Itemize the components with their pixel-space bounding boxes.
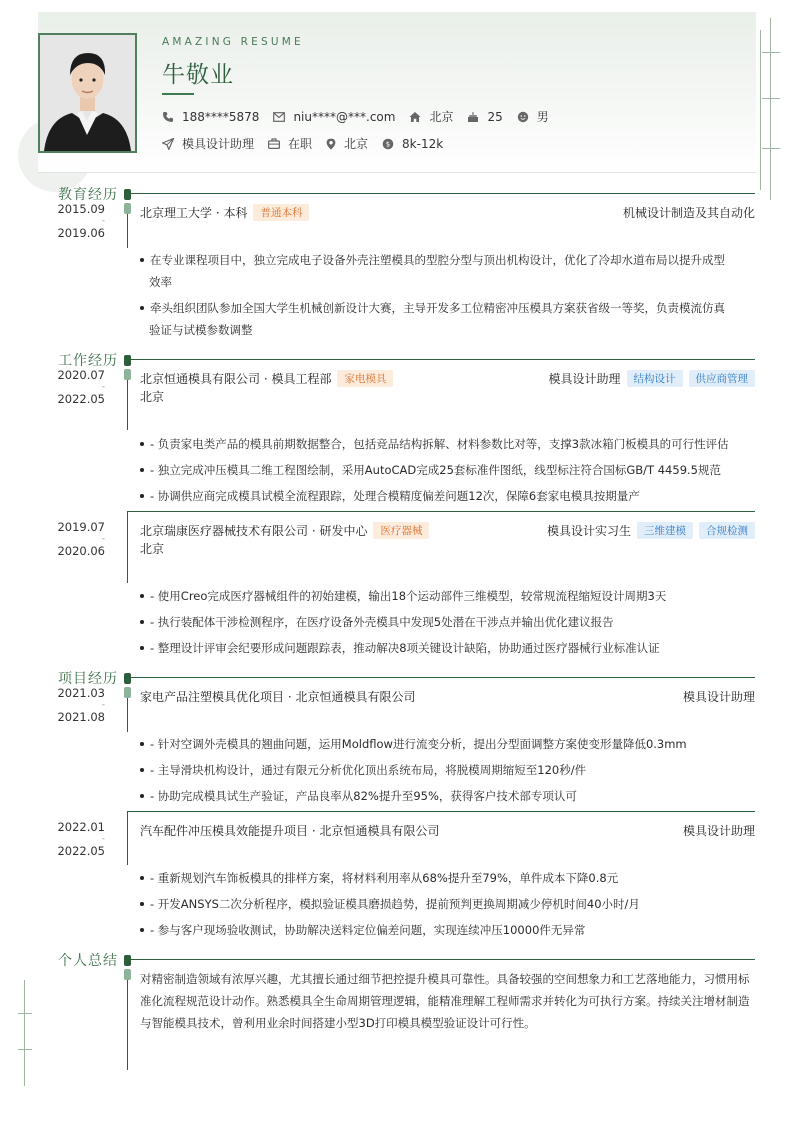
date-separator: -: [101, 382, 105, 392]
bullet-icon: [140, 594, 144, 598]
face-icon: [517, 111, 529, 123]
contact-row: [162, 108, 563, 125]
date-end: 2020.06: [57, 544, 105, 558]
entry-marker: [124, 203, 131, 214]
date-separator: -: [101, 700, 105, 710]
list-item: - 主导滑块机构设计，通过有限元分析优化顶出系统布局，将脱模周期缩短至120秒/件: [140, 759, 752, 781]
entry-marker: [124, 369, 131, 380]
resume-eyebrow: AMAZING RESUME: [162, 36, 304, 48]
date-end: 2021.08: [57, 710, 105, 724]
list-item: - 整理设计评审会纪要形成问题跟踪表，推动解决8项关键设计缺陷，协助通过医疗器械行业标准认证: [140, 637, 752, 659]
phone-icon: [162, 111, 174, 123]
bullet-icon: [140, 646, 144, 650]
target-text: 模具设计助理: [182, 137, 255, 151]
project-name: 汽车配件冲压模具效能提升项目 · 北京恒通模具有限公司: [140, 824, 440, 838]
phone-text: 188****5878: [182, 109, 260, 124]
date-start: 2015.09: [57, 202, 105, 216]
role-name: 模具设计实习生: [546, 524, 631, 538]
timeline-line: [127, 811, 128, 865]
age-text: 25: [487, 109, 503, 124]
skill-tag: 三维建模: [637, 522, 693, 539]
company-name: 北京瑞康医疗器械技术有限公司 · 研发中心: [140, 524, 368, 538]
mail-icon: [273, 112, 285, 122]
list-item: - 独立完成冲压模具二维工程图绘制，采用AutoCAD完成25套标准件图纸，线型标注符合国标GB/T 4459.5规范: [140, 459, 752, 481]
work-location: 北京: [140, 390, 165, 404]
entry-marker: [124, 687, 131, 698]
section-marker: [124, 673, 131, 684]
list-item: - 重新规划汽车饰板模具的排样方案，将材料利用率从68%提升至79%，单件成本下降0.8元: [140, 867, 752, 889]
target-info: [162, 135, 254, 152]
decorative-tick: [762, 148, 780, 149]
entry-rule: [127, 811, 755, 812]
date-separator: -: [101, 216, 105, 226]
skill-tag: 供应商管理: [689, 370, 756, 387]
section-title-projects: 项目经历: [58, 671, 118, 687]
bullet-icon: [140, 928, 144, 932]
project-name: 家电产品注塑模具优化项目 · 北京恒通模具有限公司: [140, 690, 416, 704]
email-info: [273, 110, 395, 124]
degree-tag: 普通本科: [253, 204, 309, 221]
coin-icon: [382, 138, 394, 150]
section-rule: [131, 193, 755, 194]
education-school: [140, 204, 309, 221]
svg-text:$: $: [385, 140, 391, 149]
decorative-line: [770, 18, 771, 200]
decorative-tick: [762, 52, 780, 53]
company-name: 北京恒通模具有限公司 · 模具工程部: [140, 372, 332, 386]
decorative-tick: [18, 1049, 32, 1050]
bullet-icon: [140, 794, 144, 798]
industry-tag: 家电模具: [337, 370, 393, 387]
entry-marker: [124, 969, 131, 980]
work-role: [548, 370, 755, 387]
city-text: 北京: [344, 137, 369, 151]
list-item: - 使用Creo完成医疗器械组件的初始建模，输出18个运动部件三维模型，较常规流程缩短设计周期3天: [140, 585, 752, 607]
section-marker: [124, 355, 131, 366]
section-rule: [131, 959, 755, 960]
bullet-icon: [140, 742, 144, 746]
timeline-line: [127, 214, 128, 248]
list-item: - 针对空调外壳模具的翘曲问题，运用Moldflow进行流变分析，提出分型面调整方案使变形量降低0.3mm: [140, 733, 752, 755]
salary-info: [382, 137, 443, 151]
date-separator: -: [101, 534, 105, 544]
candidate-name: 牛敬业: [162, 62, 234, 88]
list-item-continuation: 效率: [149, 275, 172, 289]
industry-tag: 医疗器械: [373, 522, 429, 539]
decorative-tick: [18, 1013, 32, 1014]
bullet-icon: [140, 442, 144, 446]
list-item: 牵头组织团队参加全国大学生机械创新设计大赛，主导开发多工位精密冲压模具方案获省级一等奖，负责模流仿真: [140, 297, 752, 319]
skill-tag: 合规检测: [699, 522, 755, 539]
name-underline: [162, 93, 194, 95]
work-company: [140, 370, 393, 387]
summary-text: 对精密制造领域有浓厚兴趣，尤其擅长通过细节把控提升模具可靠性。具备较强的空间想象力和工艺落地能力，习惯用标准化流程规范设计动作。熟悉模具全生命周期管理逻辑，能精准理解工程师需求并转化为可执行方案。持续关注增材制造与智能模具技术，曾利用业余时间搭建小型3D打印模具模型验证设计可行性。: [140, 972, 750, 1030]
bullet-icon: [140, 768, 144, 772]
phone-info: [162, 110, 259, 124]
project-role: 模具设计助理: [682, 824, 755, 838]
city-info: [326, 135, 368, 152]
bullet-icon: [140, 620, 144, 624]
skill-tag: 结构设计: [627, 370, 683, 387]
list-item: - 参与客户现场验收测试，协助解决送料定位偏差问题，实现连续冲压10000件无异常: [140, 919, 752, 941]
location-pin-icon: [326, 138, 336, 150]
section-title-work: 工作经历: [58, 353, 118, 369]
date-start: 2021.03: [57, 686, 105, 700]
home-text: 北京: [429, 110, 454, 124]
bullet-icon: [140, 902, 144, 906]
decorative-line: [760, 30, 761, 190]
bullet-icon: [140, 306, 144, 310]
section-marker: [124, 189, 131, 200]
school-name: 北京理工大学 · 本科: [140, 206, 248, 220]
date-start: 2019.07: [57, 520, 105, 534]
work-company: [140, 522, 429, 539]
bullet-icon: [140, 468, 144, 472]
date-end: 2019.06: [57, 226, 105, 240]
work-role: [547, 522, 755, 539]
section-marker: [124, 955, 131, 966]
timeline-line: [127, 511, 128, 583]
entry-rule: [127, 511, 755, 512]
age-info: [467, 110, 502, 124]
project-role: 模具设计助理: [682, 690, 755, 704]
date-end: 2022.05: [57, 392, 105, 406]
header-divider: [38, 172, 756, 173]
section-title-education: 教育经历: [58, 187, 118, 203]
home-info: [409, 108, 453, 125]
profile-photo: [38, 33, 137, 153]
decorative-line: [24, 980, 25, 1086]
date-end: 2022.05: [57, 844, 105, 858]
list-item-continuation: 验证与试模参数调整: [149, 323, 253, 337]
email-text: niu****@***.com: [293, 109, 396, 124]
decorative-tick: [762, 98, 780, 99]
timeline-line: [127, 380, 128, 430]
section-title-summary: 个人总结: [58, 953, 118, 969]
bullet-icon: [140, 494, 144, 498]
role-name: 模具设计助理: [548, 372, 621, 386]
home-icon: [409, 111, 421, 123]
timeline-line: [127, 980, 128, 1070]
gender-info: [517, 108, 549, 125]
date-start: 2022.01: [57, 820, 105, 834]
education-major: 机械设计制造及其自动化: [622, 206, 755, 220]
section-rule: [131, 677, 755, 678]
list-item: - 开发ANSYS二次分析程序，模拟验证模具磨损趋势，提前预判更换周期减少停机时间40小时/月: [140, 893, 752, 915]
salary-text: 8k-12k: [402, 136, 444, 151]
gender-text: 男: [536, 110, 549, 124]
list-item: - 协调供应商完成模具试模全流程跟踪，处理合模精度偏差问题12次，保障6套家电模具按期量产: [140, 485, 752, 507]
send-icon: [162, 138, 174, 150]
date-start: 2020.07: [57, 368, 105, 382]
bullet-icon: [140, 258, 144, 262]
timeline-line: [127, 698, 128, 732]
section-rule: [131, 359, 755, 360]
briefcase-icon: [268, 138, 280, 149]
list-item: - 协助完成模具试生产验证，产品良率从82%提升至95%，获得客户技术部专项认可: [140, 785, 752, 807]
date-separator: -: [101, 834, 105, 844]
job-intent-row: [162, 135, 457, 152]
list-item: 在专业课程项目中，独立完成电子设备外壳注塑模具的型腔分型与顶出机构设计，优化了冷却水道布局以提升成型: [140, 249, 752, 271]
list-item: - 执行装配体干涉检测程序，在医疗设备外壳模具中发现5处潜在干涉点并输出优化建议报告: [140, 611, 752, 633]
work-location: 北京: [140, 542, 165, 556]
bullet-icon: [140, 876, 144, 880]
status-info: [268, 135, 312, 152]
status-text: 在职: [288, 137, 313, 151]
cake-icon: [467, 111, 479, 123]
list-item: - 负责家电类产品的模具前期数据整合，包括竞品结构拆解、材料参数比对等，支撑3款冰箱门板模具的可行性评估: [140, 433, 752, 455]
